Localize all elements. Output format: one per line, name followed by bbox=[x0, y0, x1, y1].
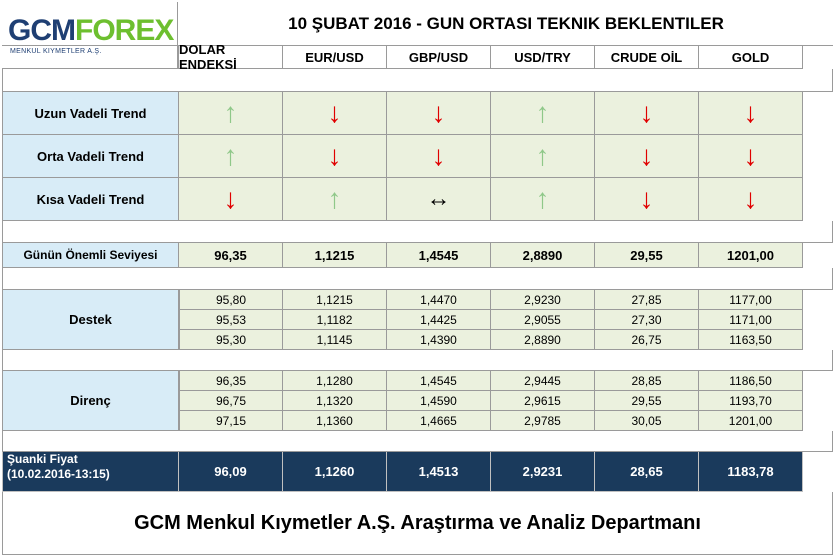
support-value: 1,4390 bbox=[387, 330, 491, 350]
column-header: USD/TRY bbox=[491, 46, 595, 69]
current-price-timestamp: (10.02.2016-13:15) bbox=[7, 467, 110, 481]
support-row bbox=[2, 330, 833, 350]
current-price-label: Şuanki Fiyat bbox=[7, 452, 78, 466]
support-value: 1171,00 bbox=[699, 310, 803, 330]
trend-row bbox=[2, 92, 833, 135]
spacer-cell bbox=[2, 69, 833, 92]
current-price-label-cell bbox=[2, 452, 179, 492]
resistance-label-space bbox=[2, 391, 179, 411]
resistance-value: 97,15 bbox=[179, 411, 283, 431]
logo-forex-text: FOREX bbox=[75, 14, 174, 47]
important-level-label: Günün Önemli Seviyesi bbox=[2, 243, 179, 268]
support-value: 2,9230 bbox=[491, 290, 595, 310]
spacer-cell bbox=[2, 431, 833, 452]
support-label-space bbox=[2, 310, 179, 330]
resistance-row bbox=[2, 371, 833, 391]
current-price-value: 1,4513 bbox=[387, 452, 491, 492]
trend-cell bbox=[595, 178, 699, 221]
trend-cell bbox=[387, 92, 491, 135]
arrow-up-icon: ↑ bbox=[535, 140, 550, 171]
trend-label: Kısa Vadeli Trend bbox=[2, 178, 179, 221]
resistance-value: 96,35 bbox=[179, 371, 283, 391]
support-value: 26,75 bbox=[595, 330, 699, 350]
support-label: Destek bbox=[2, 290, 179, 350]
current-price-row bbox=[2, 452, 833, 492]
resistance-value: 1,4665 bbox=[387, 411, 491, 431]
resistance-value: 2,9445 bbox=[491, 371, 595, 391]
arrow-up-icon: ↑ bbox=[223, 140, 238, 171]
important-level-value: 2,8890 bbox=[491, 243, 595, 268]
trend-cell bbox=[699, 92, 803, 135]
resistance-value: 2,9785 bbox=[491, 411, 595, 431]
support-value: 1163,50 bbox=[699, 330, 803, 350]
spacer-cell bbox=[2, 350, 833, 371]
important-level-value: 96,35 bbox=[179, 243, 283, 268]
resistance-value: 1201,00 bbox=[699, 411, 803, 431]
support-value: 95,53 bbox=[179, 310, 283, 330]
column-header: EUR/USD bbox=[283, 46, 387, 69]
important-level-value: 1,1215 bbox=[283, 243, 387, 268]
arrow-down-icon: ↓ bbox=[431, 97, 446, 128]
support-row bbox=[2, 290, 833, 310]
important-level-value: 29,55 bbox=[595, 243, 699, 268]
resistance-value: 2,9615 bbox=[491, 391, 595, 411]
support-value: 1,4470 bbox=[387, 290, 491, 310]
support-value: 2,9055 bbox=[491, 310, 595, 330]
footer-department: GCM Menkul Kıymetler A.Ş. Araştırma ve Analiz Departmanı bbox=[2, 492, 833, 555]
trend-cell bbox=[283, 178, 387, 221]
important-level-value: 1201,00 bbox=[699, 243, 803, 268]
trend-cell bbox=[179, 178, 283, 221]
arrow-down-icon: ↓ bbox=[327, 97, 342, 128]
support-value: 27,30 bbox=[595, 310, 699, 330]
column-header: DOLAR ENDEKSİ bbox=[179, 46, 283, 69]
logo-subtitle: MENKUL KIYMETLER A.Ş. bbox=[10, 48, 102, 55]
arrow-down-icon: ↓ bbox=[431, 140, 446, 171]
support-value: 1,4425 bbox=[387, 310, 491, 330]
support-value: 1,1215 bbox=[283, 290, 387, 310]
arrow-down-icon: ↓ bbox=[743, 183, 758, 214]
report-title: 10 ŞUBAT 2016 - GUN ORTASI TEKNIK BEKLENTILER bbox=[288, 13, 724, 33]
trend-cell bbox=[491, 135, 595, 178]
resistance-value: 1,4545 bbox=[387, 371, 491, 391]
resistance-label-space bbox=[2, 371, 179, 391]
current-price-value: 1,1260 bbox=[283, 452, 387, 492]
arrow-down-icon: ↓ bbox=[639, 97, 654, 128]
resistance-value: 1,1320 bbox=[283, 391, 387, 411]
arrow-up-icon: ↑ bbox=[223, 97, 238, 128]
spacer-cell bbox=[2, 221, 833, 243]
arrow-down-icon: ↓ bbox=[223, 183, 238, 214]
important-level-row bbox=[2, 243, 833, 268]
trend-row bbox=[2, 178, 833, 221]
important-level-value: 1,4545 bbox=[387, 243, 491, 268]
support-row bbox=[2, 310, 833, 330]
current-price-value: 1183,78 bbox=[699, 452, 803, 492]
trend-label: Uzun Vadeli Trend bbox=[2, 92, 179, 135]
trend-cell bbox=[491, 92, 595, 135]
column-header: GBP/USD bbox=[387, 46, 491, 69]
header-corner bbox=[2, 46, 179, 69]
spacer-row bbox=[2, 69, 833, 92]
arrow-up-icon: ↑ bbox=[535, 97, 550, 128]
arrow-left-right-icon: ↔ bbox=[426, 185, 451, 212]
column-header-row bbox=[2, 42, 833, 72]
support-value: 95,30 bbox=[179, 330, 283, 350]
column-header: CRUDE OİL bbox=[595, 46, 699, 69]
trend-row bbox=[2, 135, 833, 178]
trend-cell bbox=[699, 178, 803, 221]
spacer-row bbox=[2, 268, 833, 290]
resistance-value: 29,55 bbox=[595, 391, 699, 411]
trend-cell bbox=[283, 92, 387, 135]
resistance-row bbox=[2, 391, 833, 411]
spacer-row bbox=[2, 431, 833, 452]
resistance-value: 1186,50 bbox=[699, 371, 803, 391]
logo-wordmark bbox=[8, 16, 173, 46]
resistance-value: 1,1360 bbox=[283, 411, 387, 431]
support-value: 2,8890 bbox=[491, 330, 595, 350]
support-value: 95,80 bbox=[179, 290, 283, 310]
trend-cell bbox=[699, 135, 803, 178]
arrow-down-icon: ↓ bbox=[639, 183, 654, 214]
trend-cell bbox=[595, 92, 699, 135]
resistance-label-space bbox=[2, 411, 179, 431]
resistance-row bbox=[2, 411, 833, 431]
trend-cell bbox=[179, 92, 283, 135]
support-value: 1,1145 bbox=[283, 330, 387, 350]
trend-cell bbox=[387, 135, 491, 178]
arrow-down-icon: ↓ bbox=[743, 97, 758, 128]
resistance-value: 1,1280 bbox=[283, 371, 387, 391]
resistance-value: 1193,70 bbox=[699, 391, 803, 411]
arrow-down-icon: ↓ bbox=[743, 140, 758, 171]
resistance-value: 1,4590 bbox=[387, 391, 491, 411]
trend-cell bbox=[283, 135, 387, 178]
support-value: 1177,00 bbox=[699, 290, 803, 310]
arrow-down-icon: ↓ bbox=[327, 140, 342, 171]
support-value: 27,85 bbox=[595, 290, 699, 310]
arrow-down-icon: ↓ bbox=[639, 140, 654, 171]
support-value: 1,1182 bbox=[283, 310, 387, 330]
resistance-value: 30,05 bbox=[595, 411, 699, 431]
current-price-value: 96,09 bbox=[179, 452, 283, 492]
trend-cell bbox=[179, 135, 283, 178]
trend-cell bbox=[387, 178, 491, 221]
trend-label: Orta Vadeli Trend bbox=[2, 135, 179, 178]
trend-cell bbox=[491, 178, 595, 221]
spacer-row bbox=[2, 350, 833, 371]
arrow-up-icon: ↑ bbox=[535, 183, 550, 214]
support-label-space bbox=[2, 290, 179, 310]
resistance-label: Direnç bbox=[2, 371, 179, 431]
current-price-value: 28,65 bbox=[595, 452, 699, 492]
resistance-value: 28,85 bbox=[595, 371, 699, 391]
resistance-value: 96,75 bbox=[179, 391, 283, 411]
logo-gcm-text: GCM bbox=[8, 14, 75, 47]
current-price-value: 2,9231 bbox=[491, 452, 595, 492]
spacer-cell bbox=[2, 268, 833, 290]
spacer-row bbox=[2, 221, 833, 243]
support-label-space bbox=[2, 330, 179, 350]
column-header: GOLD bbox=[699, 46, 803, 69]
trend-cell bbox=[595, 135, 699, 178]
arrow-up-icon: ↑ bbox=[327, 183, 342, 214]
